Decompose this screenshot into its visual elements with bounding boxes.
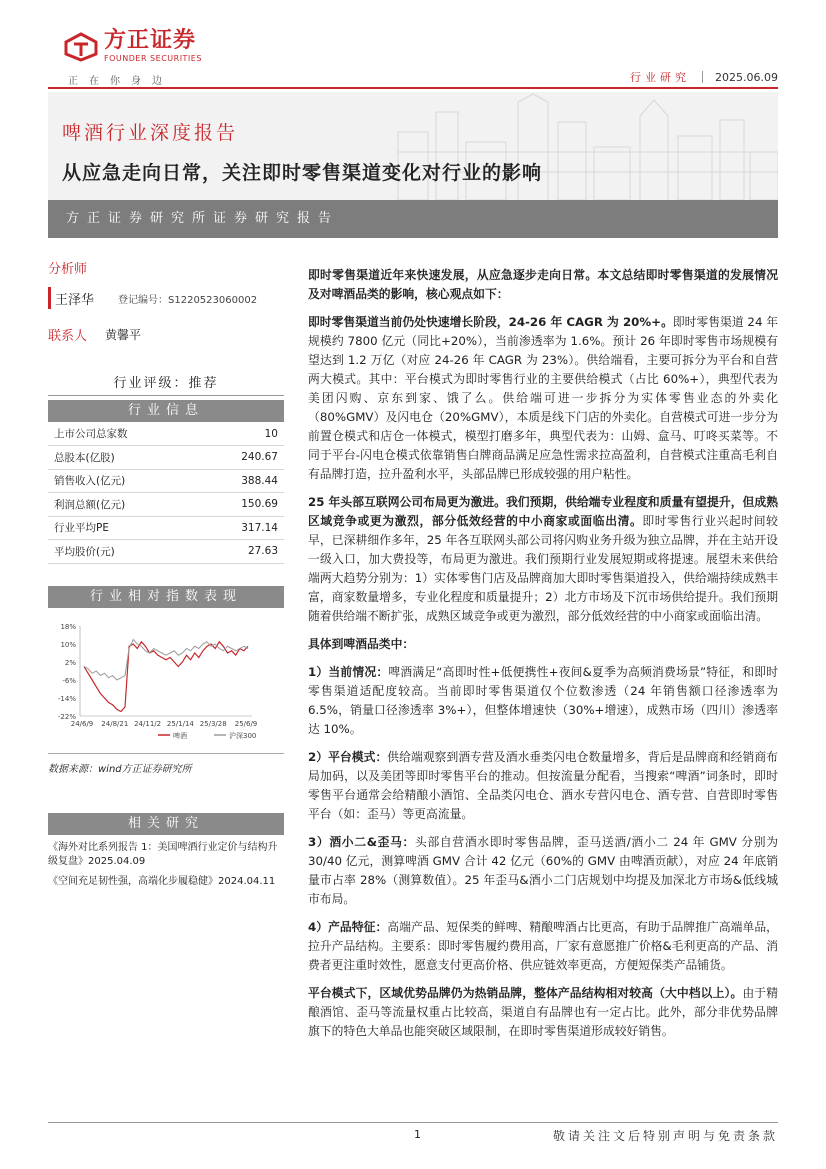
x-tick-label: 25/3/28 (199, 719, 227, 728)
company-logo (62, 30, 202, 63)
paragraph-text: 即时零售行业兴起时间较早，已深耕细作多年，25 年各互联网头部公司将闪购业务升级为独立品牌，并在主站开设一级入口，加大费投等，布局更为激进。我们预期行业发展短期或将提速。展望未来供给端两大趋势分别为：1）实体零售门店及品牌商加大即时零售渠道投入，供给端持续成熟丰富，商家数量增多，专业化程度和质量提升；2）北方市场及下沉市场供给提升。我们预期随着供给端不断扩张，成熟区域竞争或更为激烈，部分低效经营的中小商家或面临出清。 (308, 514, 778, 623)
paragraph-text: 供给端观察到酒专营及酒水垂类闪电仓数量增多，背后是品牌商和经销商布局加码，以及美团等即时零售平台的推动。但按流量分配看，当搜索“啤酒”词条时，即时零售平台通常会给精酿小酒馆、全品类闪电仓、酒水专营闪电仓、酒专营、自营即时零售平台（如：歪马）等更高流量。 (308, 750, 778, 821)
paragraph-text: 头部自营酒水即时零售品牌，歪马送酒/酒小二 24 年 GMV 分别为 30/40 亿元，测算啤酒 GMV 合计 42 亿元（60%的 GMV 由啤酒贡献），对应 24 年底销量市占率 28%（测算数值）。25 年歪马&酒小二门店规划中均提及加深北方市场&低线城市布局。 (308, 835, 778, 906)
info-value: 388.44 (198, 469, 284, 493)
table-row (48, 446, 284, 470)
divider (702, 71, 703, 83)
x-tick-label: 24/11/2 (134, 719, 162, 728)
legend-label: 沪深300 (229, 731, 257, 740)
info-value: 10 (198, 422, 284, 446)
sidebar (48, 258, 284, 889)
analyst-registration: 登记编号：S1220523060002 (118, 294, 258, 306)
analyst-name: 王泽华 (55, 292, 95, 308)
info-label: 行业平均PE (48, 516, 198, 540)
x-tick-label: 25/6/9 (234, 719, 258, 728)
industry-info-table (48, 422, 284, 564)
y-tick-label: -6% (62, 676, 76, 685)
institute-bar: 方正证券研究所证券研究报告 (48, 200, 778, 238)
intro-paragraph (308, 266, 778, 304)
contact-name: 黄馨平 (105, 328, 142, 342)
info-label: 上市公司总家数 (48, 422, 198, 446)
relative-index-chart (48, 614, 284, 754)
info-value: 150.69 (198, 493, 284, 517)
logo-text: 方正证券 (104, 28, 197, 53)
related-report[interactable]: 《空间充足韧性强，高端化步履稳健》2024.04.11 (48, 875, 276, 887)
paragraph-text: 高端产品、短保类的鲜啤、精酿啤酒占比更高，有助于品牌推广高端单品，拉升产品结构。主要系：即时零售履约费用高，厂家有意愿推广价格&毛利更高的产品、消费者更注重时效性，愿意支付更高价格、供应链效率更高，方便短保类产品铺货。 (308, 920, 778, 972)
report-category: 行业研究 (630, 71, 691, 84)
index-heading: 行业相对指数表现 (48, 586, 284, 608)
paragraph (308, 313, 778, 484)
paragraph-lead: 25 年头部互联网公司布局更为激进。我们预期，供给端专业程度和质量有望提升，但成熟区域竞争或更为激烈，部分低效经营的中小商家或面临出清。 (308, 495, 778, 528)
slogan: 正在你身边 (68, 76, 173, 87)
table-row (48, 469, 284, 493)
paragraph-text: 即时零售渠道 24 年规模约 7800 亿元（同比+20%），当前渗透率为 1.6%。预计 26 年即时零售市场规模有望达到 1.2 万亿（对应 24-26 年 CAGR 为 23%）。供给端看，主要可拆分为平台和自营两大模式。其中：平台模式为即时零售行业的主要供给模式（占比 60%+），典型代表为美团闪购、京东到家、饿了么。供给端可进一步拆分为实体零售业态的外卖化（80%GMV）及闪电仓（20%GMV），本质是线下门店的外卖化。自营模式可进一步分为前置仓模式和店仓一体模式，模型打磨多年，典型代表为：山姆、盒马、叮咚买菜等。不同于平台-闪电仓模式依靠销售白牌商品满足应急性需求拉高盈利，自营模式注重高毛利自有品牌打造，拉升盈利水平，头部品牌已形成较强的用户粘性。 (308, 315, 778, 481)
y-tick-label: 18% (60, 622, 76, 631)
intro-text: 即时零售渠道近年来快速发展，从应急逐步走向日常。本文总结即时零售渠道的发展情况及对啤酒品类的影响，核心观点如下： (308, 268, 778, 301)
paragraph (308, 748, 778, 824)
analyst-heading: 分析师 (48, 262, 88, 277)
paragraph-lead: 3）酒小二&歪马： (308, 835, 416, 849)
paragraph (308, 984, 778, 1041)
info-label: 平均股价(元) (48, 540, 198, 564)
header-meta (630, 69, 778, 85)
paragraph-lead: 平台模式下，区域优势品牌仍为热销品牌，整体产品结构相对较高（大中档以上）。 (308, 986, 743, 1000)
info-value: 240.67 (198, 446, 284, 470)
contact-heading: 联系人 (48, 329, 88, 344)
info-value: 317.14 (198, 516, 284, 540)
paragraph-lead: 2）平台模式： (308, 750, 388, 764)
report-title: 从应急走向日常，关注即时零售渠道变化对行业的影响 (62, 162, 543, 184)
disclaimer-link[interactable]: 敬请关注文后特别声明与免责条款 (552, 1129, 778, 1143)
report-date: 2025.06.09 (715, 70, 778, 84)
info-label: 销售收入(亿元) (48, 469, 198, 493)
related-heading: 相关研究 (48, 813, 284, 835)
chart-source: 数据来源：wind方正证券研究所 (48, 763, 192, 775)
paragraph-text: 由于精酿酒馆、歪马等流量权重占比较高，渠道自有品牌也有一定占比。此外，部分非优势品牌旗下的特色大单品也能突破区域限制，在即时零售渠道形成较好销售。 (308, 986, 778, 1038)
report-body (308, 266, 778, 1050)
industry-rating: 行业评级：推荐 (48, 372, 284, 396)
analyst-row (48, 287, 284, 309)
header-rule (48, 87, 778, 89)
table-row (48, 516, 284, 540)
y-tick-label: 10% (60, 640, 76, 649)
logo-text-en: FOUNDER SECURITIES (104, 54, 202, 63)
paragraph (308, 663, 778, 739)
paragraph-lead: 1）当前情况： (308, 665, 389, 679)
contact-row (48, 325, 284, 344)
x-tick-label: 24/8/21 (101, 719, 129, 728)
paragraph-text: 啤酒满足“高即时性+低便携性+夜间&夏季为高频消费场景”特征，和即时零售渠道适配度较高。当前即时零售渠道仅个位数渗透（24 年销售额口径渗透率为 6.5%，销量口径渗透率 3%+），但整体增速快（30%+增速），成熟市场（四川）渗透率达 10%。 (308, 665, 778, 736)
index-chart-svg (48, 614, 284, 754)
title-banner (48, 92, 778, 200)
paragraph (308, 493, 778, 626)
y-tick-label: 2% (64, 658, 76, 667)
founder-logo-icon (62, 32, 100, 62)
info-label: 利润总额(亿元) (48, 493, 198, 517)
paragraph-lead: 具体到啤酒品类中： (308, 637, 415, 651)
report-type: 啤酒行业深度报告 (62, 122, 239, 144)
footer-rule (48, 1122, 778, 1123)
paragraph-lead: 即时零售渠道当前仍处快速增长阶段，24-26 年 CAGR 为 20%+。 (308, 315, 673, 329)
x-tick-label: 25/1/14 (166, 719, 194, 728)
paragraph (308, 833, 778, 909)
y-tick-label: -14% (57, 694, 76, 703)
legend-label: 啤酒 (173, 731, 187, 740)
related-report[interactable]: 《海外对比系列报告 1：美国啤酒行业定价与结构升级复盘》2025.04.09 (48, 841, 278, 867)
series-line-beer (84, 641, 248, 711)
info-heading: 行业信息 (48, 400, 284, 422)
table-row (48, 493, 284, 517)
paragraph-lead: 4）产品特征： (308, 920, 388, 934)
page-number: 1 (414, 1128, 421, 1141)
y-tick-label: -22% (57, 712, 76, 721)
table-row (48, 540, 284, 564)
info-value: 27.63 (198, 540, 284, 564)
table-row (48, 422, 284, 446)
paragraph (308, 635, 778, 654)
info-label: 总股本(亿股) (48, 446, 198, 470)
x-tick-label: 24/6/9 (70, 719, 94, 728)
paragraph (308, 918, 778, 975)
